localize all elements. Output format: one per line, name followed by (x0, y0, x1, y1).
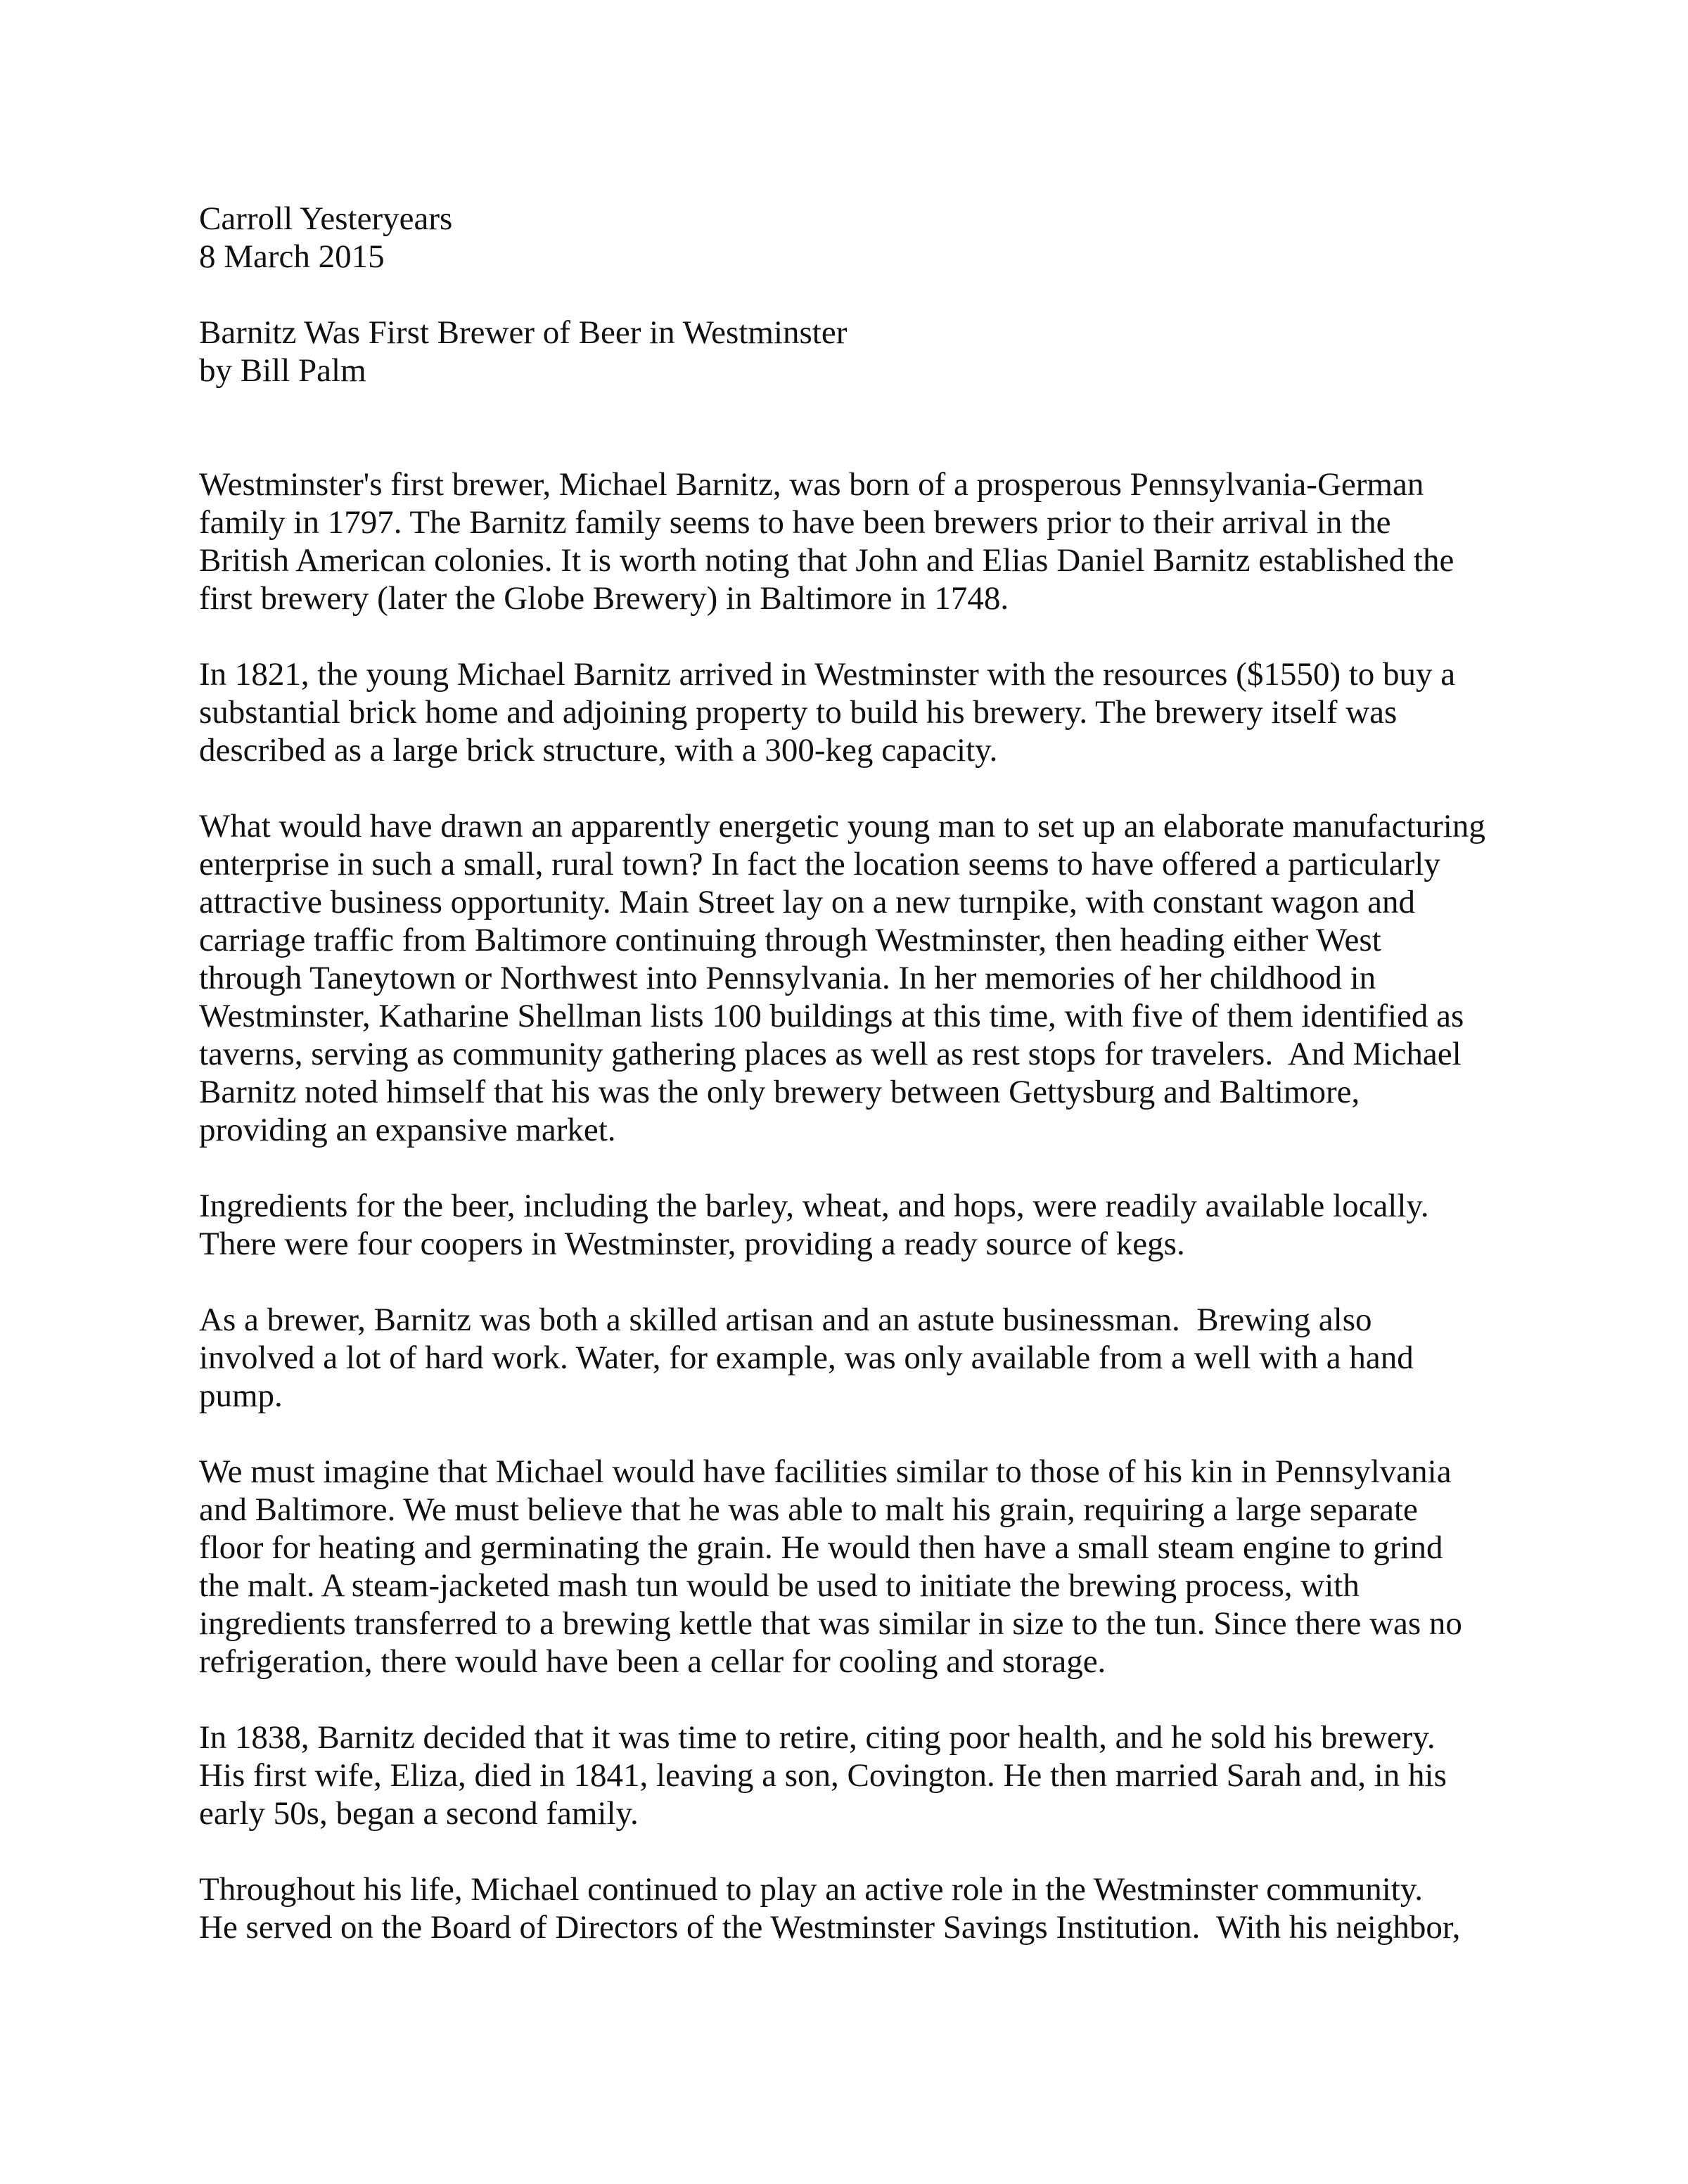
article-heading (199, 314, 1535, 390)
text-line: substantial brick home and adjoining property to build his brewery. The brewery itself was (199, 694, 1398, 731)
text-line: He served on the Board of Directors of the Westminster Savings Institution. With his neighbor, (199, 1909, 1461, 1946)
text-line: through Taneytown or Northwest into Pennsylvania. In her memories of her childhood in (199, 960, 1376, 996)
text-line: There were four coopers in Westminster, providing a ready source of kegs. (199, 1226, 1185, 1262)
text-line: ingredients transferred to a brewing kettle that was similar in size to the tun. Since there was no (199, 1605, 1462, 1642)
publication-date: 8 March 2015 (199, 238, 385, 275)
text-line: attractive business opportunity. Main Street lay on a new turnpike, with constant wagon and (199, 884, 1416, 920)
text-line: taverns, serving as community gathering places as well as rest stops for travelers. And Michael (199, 1036, 1462, 1072)
paragraph (199, 1187, 1535, 1263)
paragraph (199, 1719, 1535, 1832)
text-line: Ingredients for the beer, including the barley, wheat, and hops, were readily available locally. (199, 1188, 1429, 1224)
text-line: refrigeration, there would have been a cellar for cooling and storage. (199, 1643, 1106, 1680)
text-line: Barnitz noted himself that his was the only brewery between Gettysburg and Baltimore, (199, 1074, 1360, 1110)
text-line: Throughout his life, Michael continued to play an active role in the Westminster community. (199, 1871, 1424, 1908)
text-line: described as a large brick structure, with a 300-keg capacity. (199, 732, 998, 769)
text-line: involved a lot of hard work. Water, for example, was only available from a well with a hand (199, 1340, 1414, 1376)
text-line: In 1838, Barnitz decided that it was time to retire, citing poor health, and he sold his brewery. (199, 1719, 1436, 1756)
text-line: pump. (199, 1377, 283, 1414)
paragraph (199, 1870, 1535, 1946)
text-line: His first wife, Eliza, died in 1841, leaving a son, Covington. He then married Sarah and, in his (199, 1757, 1447, 1794)
document-page (199, 200, 1535, 1984)
text-line: We must imagine that Michael would have facilities similar to those of his kin in Pennsylvania (199, 1453, 1452, 1490)
text-line: and Baltimore. We must believe that he was able to malt his grain, requiring a large separate (199, 1491, 1418, 1528)
text-line: Westminster, Katharine Shellman lists 100 buildings at this time, with five of them identified as (199, 998, 1464, 1034)
text-line: the malt. A steam-jacketed mash tun would be used to initiate the brewing process, with (199, 1567, 1360, 1604)
text-line: What would have drawn an apparently energetic young man to set up an elaborate manufacturing (199, 808, 1485, 844)
text-line: In 1821, the young Michael Barnitz arrived in Westminster with the resources ($1550) to buy a (199, 656, 1456, 693)
text-line: enterprise in such a small, rural town? In fact the location seems to have offered a particularly (199, 846, 1440, 882)
publication-header (199, 200, 1535, 276)
text-line: early 50s, began a second family. (199, 1795, 639, 1832)
publication-name: Carroll Yesteryears (199, 200, 453, 237)
paragraph (199, 465, 1535, 617)
paragraph (199, 1453, 1535, 1681)
article-byline: by Bill Palm (199, 352, 366, 389)
text-line: first brewery (later the Globe Brewery) in Baltimore in 1748. (199, 580, 1009, 617)
paragraph (199, 807, 1535, 1149)
article-title: Barnitz Was First Brewer of Beer in Westminster (199, 314, 848, 351)
text-line: carriage traffic from Baltimore continuing through Westminster, then heading either West (199, 922, 1381, 958)
article-body (199, 465, 1535, 1946)
text-line: floor for heating and germinating the grain. He would then have a small steam engine to grind (199, 1529, 1443, 1566)
text-line: providing an expansive market. (199, 1112, 616, 1148)
text-line: As a brewer, Barnitz was both a skilled artisan and an astute businessman. Brewing also (199, 1302, 1372, 1338)
paragraph (199, 1301, 1535, 1415)
text-line: Westminster's first brewer, Michael Barnitz, was born of a prosperous Pennsylvania-German (199, 466, 1424, 503)
text-line: family in 1797. The Barnitz family seems to have been brewers prior to their arrival in the (199, 504, 1391, 541)
text-line: British American colonies. It is worth noting that John and Elias Daniel Barnitz established the (199, 542, 1454, 579)
paragraph (199, 655, 1535, 769)
